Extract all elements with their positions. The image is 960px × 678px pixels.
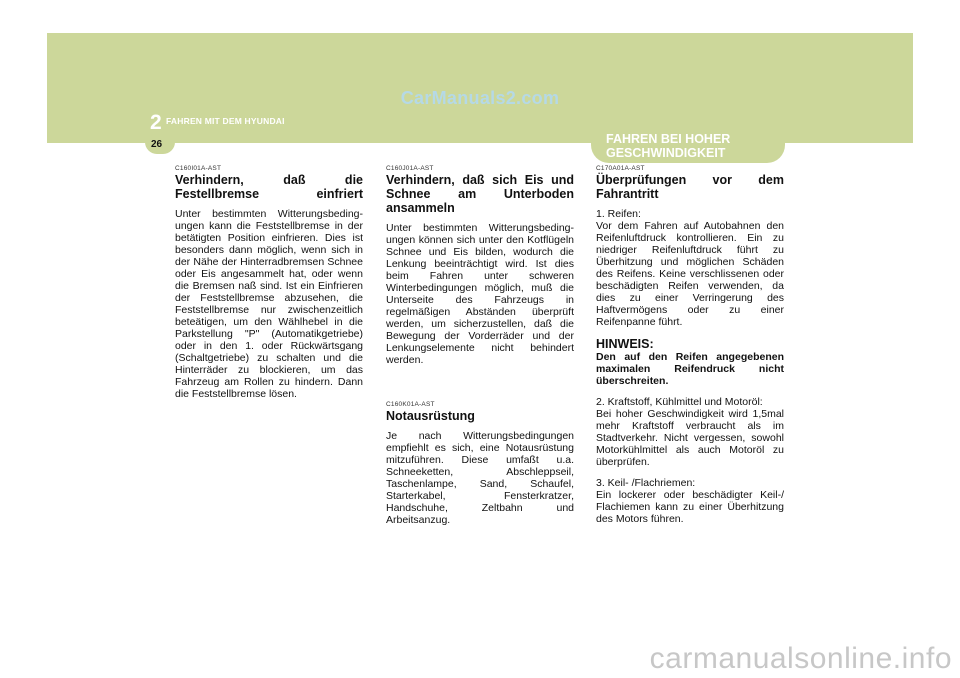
item-1 <box>596 208 784 328</box>
column-2 <box>386 165 574 535</box>
item-1-title: 1. Reifen: <box>596 208 641 220</box>
item-1-text: Vor dem Fahren auf Autobahnen den Reifenluftdruck kontrollieren. Ein zu niedriger Reifenluftdruck führt zu Überhitzung und möglichen Schäden des Reifens. Keine verschlissenen oder beschädigten Reifen verwenden, da dies zu einer Verringerung des Haftvermögens oder zu einer Reifenpanne führt. <box>596 220 784 328</box>
section-code: C160K01A-AST <box>386 401 435 408</box>
chapter-banner <box>0 0 960 138</box>
section-code: C160J01A-AST <box>386 165 434 172</box>
chapter-title: FAHREN MIT DEM HYUNDAI <box>166 116 285 126</box>
item-2-text: Bei hoher Geschwindigkeit wird 1,5mal mehr Kraftstoff verbraucht als im Stadtverkehr. Nicht vergessen, sowohl Motorkühlmittel als auch Motoröl zu überprüfen. <box>596 408 784 468</box>
item-3-text: Ein lockerer oder beschädigter Keil-/ Flachiemen kann zu einer Überhitzung des Motors führen. <box>596 489 784 525</box>
item-2-title: 2. Kraftstoff, Kühlmittel und Motoröl: <box>596 396 763 408</box>
section-text: Unter bestimmten Witterungsbeding- ungen können sich unter den Kotflügeln Schnee und Eis bilden, wodurch die Lenkung beeinträchtigt wird. Ist dies beim Fahren unter schweren Winterbedingungen möglich, muß die Unterseite des Fahrzeugs in regelmäßigen Abständen überprüft werden, um sicherzustellen, daß die Bewegung der Vorderräder und der Lenkungselemente nicht behindert werden. <box>386 222 574 366</box>
section-title: FAHREN BEI HOHER GESCHWINDIGKEIT <box>606 132 731 160</box>
page-number: 26 <box>151 139 163 150</box>
watermark-bottom: carmanualsonline.info <box>649 642 952 675</box>
note-heading: HINWEIS: <box>596 337 654 351</box>
item-3 <box>596 477 784 525</box>
item-2 <box>596 396 784 468</box>
section-heading: Verhindern, daß die Festellbremse einfriert <box>175 173 363 201</box>
section-heading: Verhindern, daß sich Eis und Schnee am Unterboden ansammeln <box>386 173 574 215</box>
section-code: C170A01A-AST <box>596 165 645 172</box>
section-code: C160I01A-AST <box>175 165 222 172</box>
watermark-top: CarManuals2.com <box>400 88 560 108</box>
item-3-title: 3. Keil- /Flachriemen: <box>596 477 696 489</box>
section-text: Unter bestimmten Witterungsbeding- ungen kann die Feststellbremse in der betätigten Position einfrieren. Dies ist besonders dann möglich, wenn sich in der Nähe der Hinterradbremsen Schnee oder Eis angesammelt hat, oder wenn die Bremsen naß sind. Ist ein Einfrieren der Feststellbremse abzusehen, die Feststellbremse nur zwischenzeitlich beteätigen, um den Wählhebel in die Parkstellung "P" (Automatikgetriebe) oder in den 1. oder Rückwärtsgang (Schaltgetriebe) zu schalten und die Hinterräder zu blockieren, um das Fahrzeug am Rollen zu hindern. Dann die Feststellbremse lösen. <box>175 208 363 400</box>
section-heading: Notausrüstung <box>386 409 475 423</box>
chapter-number: 2 <box>150 111 162 134</box>
section-text: Je nach Witterungsbedingungen empfiehlt es sich, eine Notausrüstung mitzuführen. Diese umfaßt u.a. Schneeketten, Abschleppseil, Taschenlampe, Sand, Schaufel, Starterkabel, Fensterkratzer, Handschuhe, Zeltbahn und Arbeitsanzug. <box>386 430 574 526</box>
column-1 <box>175 165 363 409</box>
note-text: Den auf den Reifen angegebenen maximalen Reifendruck nicht überschreiten. <box>596 351 784 387</box>
column-3 <box>596 165 784 534</box>
section-heading: Überprüfungen vor dem Fahrantritt <box>596 173 784 201</box>
